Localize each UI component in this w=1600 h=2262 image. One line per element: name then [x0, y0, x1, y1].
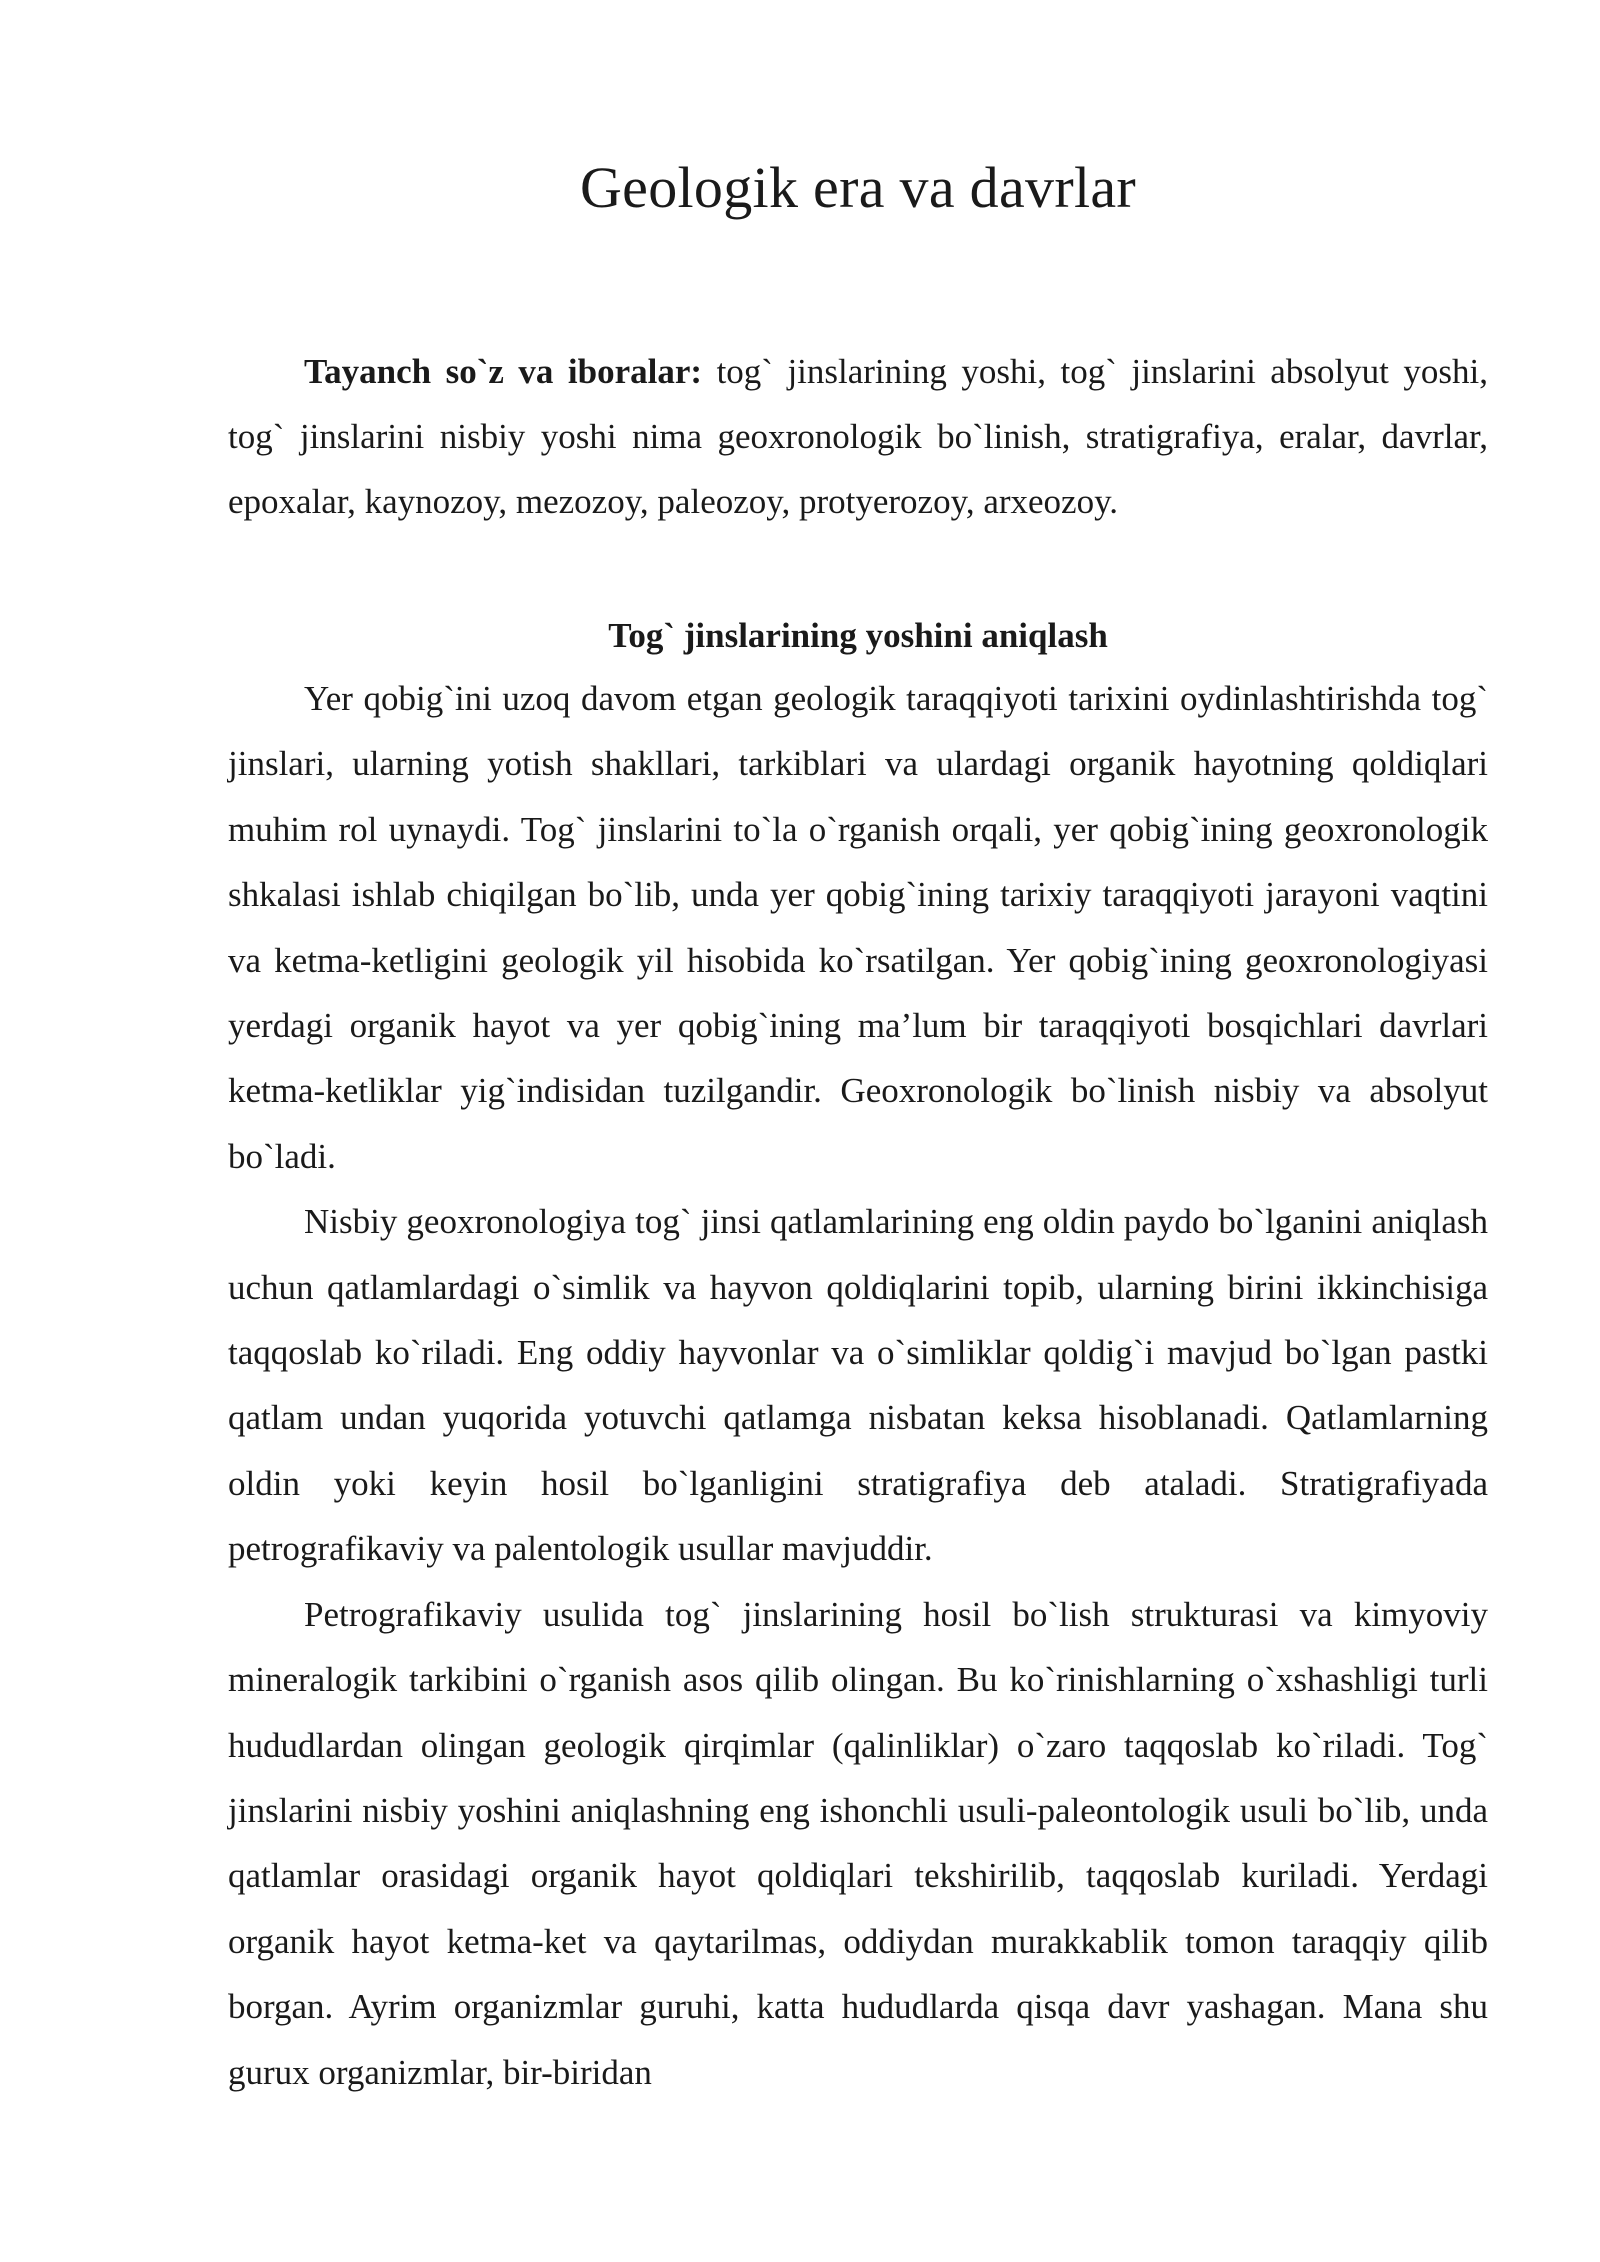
body-text [228, 666, 1488, 2105]
document-title: Geologik era va davrlar [579, 155, 1137, 220]
keywords-text: tog` jinslarining yoshi, tog` jinslarini absolyut yoshi, tog` jinslarini nisbiy yoshi nima geoxronologik bo`linish, stratigrafiya, eralar, davrlar, epoxalar, kaynozoy, mezozoy, paleozoy, protyerozoy, arxeozoy. [228, 352, 1488, 521]
paragraph: Yer qobig`ini uzoq davom etgan geologik taraqqiyoti tarixini oydinlashtirishda tog` jinslari, ularning yotish shakllari, tarkiblari va ulardagi organik hayotning qoldiqlari muhim rol uynaydi. Tog` jinslarini to`la o`rganish orqali, yer qobig`ining geoxronologik shkalasi ishlab chiqilgan bo`lib, unda yer qobig`ining tarixiy taraqqiyoti jarayoni vaqtini va ketma-ketligini geologik yil hisobida ko`rsatilgan. Yer qobig`ining geoxronologiyasi yerdagi organik hayot va yer qobig`ining ma’lum bir taraqqiyoti bosqichlari davrlari ketma-ketliklar yig`indisidan tuzilgandir. Geoxronologik bo`linish nisbiy va absolyut bo`ladi. [228, 679, 1488, 1176]
keywords-paragraph [228, 339, 1488, 534]
paragraph: Petrografikaviy usulida tog` jinslarining hosil bo`lish strukturasi va kimyoviy mineralogik tarkibini o`rganish asos qilib olingan. Bu ko`rinishlarning o`xshashligi turli hududlardan olingan geologik qirqimlar (qalinliklar) o`zaro taqqoslab ko`riladi. Tog` jinslarini nisbiy yoshini aniqlashning eng ishonchli usuli-paleontologik usuli bo`lib, unda qatlamlar orasidagi organik hayot qoldiqlari tekshirilib, taqqoslab kuriladi. Yerdagi organik hayot ketma-ket va qaytarilmas, oddiydan murakkablik tomon taraqqiy qilib borgan. Ayrim organizmlar guruhi, katta hududlarda qisqa davr yashagan. Mana shu gurux organizmlar, bir-biridan [228, 1594, 1488, 2092]
keywords-label: Tayanch so`z va iboralar: [304, 352, 703, 391]
paragraph: Nisbiy geoxronologiya tog` jinsi qatlamlarining eng oldin paydo bo`lganini aniqlash uchun qatlamlardagi o`simlik va hayvon qoldiqlarini topib, ularning birini ikkinchisiga taqqoslab ko`riladi. Eng oddiy hayvonlar va o`simliklar qoldig`i mavjud bo`lgan pastki qatlam undan yuqorida yotuvchi qatlamga nisbatan keksa hisoblanadi. Qatlamlarning oldin yoki keyin hosil bo`lganligini stratigrafiya deb ataladi. Stratigrafiyada petrografikaviy va palentologik usullar mavjuddir. [228, 1202, 1488, 1569]
section-heading: Tog` jinslarining yoshini aniqlash [608, 616, 1108, 655]
